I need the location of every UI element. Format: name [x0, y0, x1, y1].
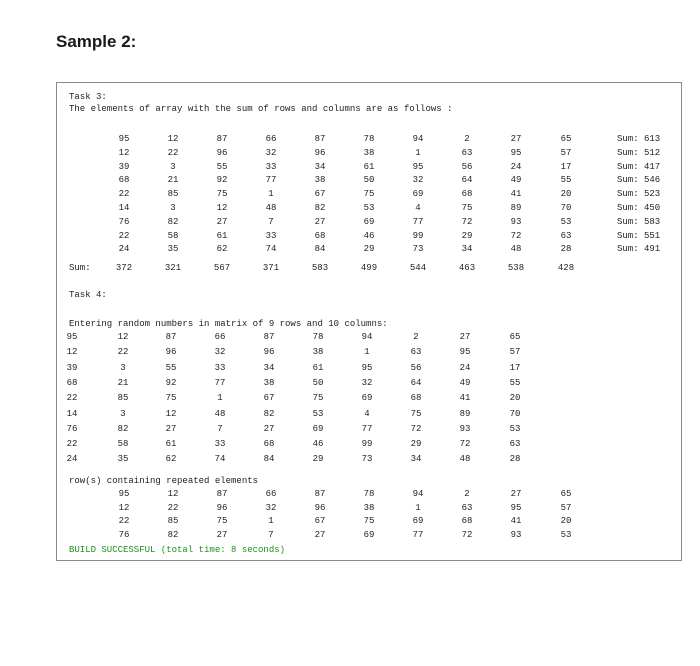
task4-cell-row-5-col-4: 1 — [217, 393, 223, 404]
task3-cell-row-4-col-10: 55 — [560, 175, 572, 186]
task4-cell-row-6-col-3: 12 — [165, 408, 177, 419]
task4-repeated-row-4-col-6: 69 — [363, 529, 375, 540]
task4-cell-row-1-col-8: 2 — [413, 332, 419, 342]
task3-cell-row-3-col-1: 39 — [118, 161, 130, 172]
task4-cell-row-1-col-4: 66 — [214, 332, 226, 342]
task3-cell-row-9-col-1: 24 — [118, 244, 130, 255]
task4-cell-row-4-col-1: 68 — [66, 377, 78, 388]
task3-cell-row-3-col-8: 56 — [461, 161, 473, 172]
task4-cell-row-8-col-6: 46 — [312, 439, 324, 450]
task3-cell-row-2-col-9: 95 — [510, 147, 522, 158]
task3-column-sum-10: 428 — [557, 263, 575, 273]
task4-repeated-label: row(s) containing repeated elements — [69, 476, 259, 486]
task3-column-sum-label: Sum: — [69, 263, 91, 273]
task4-repeated-row-4-col-2: 82 — [167, 529, 179, 540]
task3-cell-row-5-col-4: 1 — [268, 189, 274, 200]
task4-cell-row-6-col-6: 53 — [312, 408, 324, 419]
task4-cell-row-8-col-10: 63 — [509, 439, 521, 450]
task3-cell-row-2-col-1: 12 — [118, 147, 130, 158]
task4-cell-row-4-col-4: 77 — [214, 377, 226, 388]
task4-cell-row-3-col-7: 95 — [361, 362, 373, 373]
task4-cell-row-8-col-5: 68 — [263, 439, 275, 450]
task3-cell-row-4-col-7: 32 — [412, 175, 424, 186]
task3-cell-row-9-col-7: 73 — [412, 244, 424, 255]
task3-cell-row-6-col-3: 12 — [216, 203, 228, 213]
build-status: BUILD SUCCESSFUL (total time: 8 seconds) — [69, 545, 286, 555]
task3-cell-row-3-col-3: 55 — [216, 161, 228, 172]
task4-cell-row-9-col-2: 35 — [117, 454, 129, 465]
task4-cell-row-2-col-4: 32 — [214, 347, 226, 358]
task3-cell-row-2-col-6: 38 — [363, 147, 375, 158]
task4-repeated-row-1-col-8: 2 — [464, 489, 470, 499]
task3-cell-row-4-col-3: 92 — [216, 175, 228, 186]
task3-cell-row-3-col-4: 33 — [265, 161, 277, 172]
task4-cell-row-4-col-3: 92 — [165, 377, 177, 388]
task4-cell-row-3-col-10: 17 — [509, 362, 521, 373]
task4-repeated-row-3-col-5: 67 — [314, 516, 326, 526]
task3-cell-row-5-col-6: 75 — [363, 189, 375, 200]
task3-cell-row-2-col-8: 63 — [461, 147, 473, 158]
console-output-panel — [56, 82, 682, 561]
task4-cell-row-5-col-6: 75 — [312, 393, 324, 404]
task4-cell-row-1-col-6: 78 — [312, 332, 324, 342]
task3-cell-row-3-col-7: 95 — [412, 161, 424, 172]
task4-cell-row-6-col-1: 14 — [66, 408, 78, 419]
task3-cell-row-6-col-6: 53 — [363, 203, 375, 213]
task3-cell-row-2-col-7: 1 — [415, 147, 421, 158]
task4-cell-row-3-col-9: 24 — [459, 362, 471, 373]
task4-repeated-row-4-col-8: 72 — [461, 529, 473, 540]
task4-repeated-row-2-col-9: 95 — [510, 502, 522, 513]
task3-cell-row-9-col-8: 34 — [461, 244, 473, 255]
task3-cell-row-4-col-4: 77 — [265, 175, 277, 186]
task3-cell-row-5-col-9: 41 — [510, 189, 522, 200]
task4-repeated-row-3-col-8: 68 — [461, 516, 473, 526]
task3-cell-row-3-col-2: 3 — [170, 161, 176, 172]
task3-cell-row-5-col-5: 67 — [314, 189, 326, 200]
task3-cell-row-7-col-5: 27 — [314, 216, 326, 227]
task4-cell-row-7-col-1: 76 — [66, 423, 78, 434]
task4-repeated-row-1-col-7: 94 — [412, 489, 424, 499]
task4-cell-row-3-col-4: 33 — [214, 362, 226, 373]
task3-column-sum-7: 544 — [409, 263, 427, 273]
task4-repeated-row-2-col-4: 32 — [265, 502, 277, 513]
task3-cell-row-1-col-8: 2 — [464, 134, 470, 144]
task4-repeated-row-2-col-10: 57 — [560, 502, 572, 513]
task4-cell-row-4-col-8: 64 — [410, 377, 422, 388]
task3-cell-row-4-col-2: 21 — [167, 175, 179, 186]
task4-cell-row-3-col-6: 61 — [312, 362, 324, 373]
task3-cell-row-3-col-6: 61 — [363, 161, 375, 172]
task4-cell-row-5-col-3: 75 — [165, 393, 177, 404]
task4-cell-row-5-col-2: 85 — [117, 393, 129, 404]
task3-cell-row-6-col-4: 48 — [265, 203, 277, 213]
task4-cell-row-7-col-5: 27 — [263, 423, 275, 434]
task3-cell-row-5-col-3: 75 — [216, 189, 228, 200]
task4-repeated-row-2-col-8: 63 — [461, 502, 473, 513]
task3-cell-row-7-col-8: 72 — [461, 216, 473, 227]
task4-repeated-row-1-col-1: 95 — [118, 489, 130, 499]
task3-cell-row-7-col-7: 77 — [412, 216, 424, 227]
task3-cell-row-5-col-8: 68 — [461, 189, 473, 200]
task3-header: Task 3: — [69, 92, 107, 102]
task3-cell-row-6-col-10: 70 — [560, 203, 572, 213]
task3-column-sum-2: 321 — [164, 263, 182, 273]
task4-cell-row-1-col-1: 95 — [66, 332, 78, 342]
task4-cell-row-1-col-2: 12 — [117, 332, 129, 342]
task4-cell-row-2-col-7: 1 — [364, 347, 370, 358]
task3-cell-row-2-col-4: 32 — [265, 147, 277, 158]
task3-cell-row-9-col-4: 74 — [265, 244, 277, 255]
task4-repeated-row-1-col-6: 78 — [363, 489, 375, 499]
task4-entering-label: Entering random numbers in matrix of 9 rows and 10 columns: — [69, 319, 388, 329]
task3-column-sum-3: 567 — [213, 263, 231, 273]
task4-cell-row-7-col-4: 7 — [217, 423, 223, 434]
task4-cell-row-8-col-3: 61 — [165, 439, 177, 450]
task4-repeated-row-3-col-7: 69 — [412, 516, 424, 526]
page-title: Sample 2: — [56, 32, 137, 51]
task4-repeated-row-1-col-3: 87 — [216, 489, 228, 499]
task4-cell-row-9-col-5: 84 — [263, 454, 275, 465]
task3-cell-row-8-col-4: 33 — [265, 230, 277, 241]
task4-cell-row-7-col-9: 93 — [459, 423, 471, 434]
task4-cell-row-5-col-9: 41 — [459, 393, 471, 404]
task4-repeated-row-4-col-1: 76 — [118, 529, 130, 540]
task4-cell-row-3-col-8: 56 — [410, 362, 422, 373]
task4-cell-row-7-col-2: 82 — [117, 423, 129, 434]
task3-column-sum-1: 372 — [115, 263, 133, 273]
task4-repeated-row-4-col-9: 93 — [510, 529, 522, 540]
task4-cell-row-9-col-7: 73 — [361, 454, 373, 465]
task3-cell-row-9-col-10: 28 — [560, 244, 572, 255]
task3-column-sum-6: 499 — [360, 263, 378, 273]
task4-repeated-row-2-col-6: 38 — [363, 502, 375, 513]
task4-cell-row-9-col-4: 74 — [214, 454, 226, 465]
task3-cell-row-7-col-2: 82 — [167, 216, 179, 227]
task4-repeated-row-3-col-9: 41 — [510, 516, 522, 526]
task3-cell-row-1-col-10: 65 — [560, 134, 572, 144]
task4-repeated-row-1-col-4: 66 — [265, 489, 277, 499]
task4-repeated-row-4-col-5: 27 — [314, 529, 326, 540]
task4-repeated-row-2-col-1: 12 — [118, 502, 130, 513]
task4-cell-row-1-col-9: 27 — [459, 332, 471, 342]
task3-cell-row-8-col-2: 58 — [167, 230, 179, 241]
task3-cell-row-5-col-2: 85 — [167, 189, 179, 200]
task4-cell-row-3-col-1: 39 — [66, 362, 78, 373]
task3-cell-row-7-col-1: 76 — [118, 216, 130, 227]
task4-repeated-row-4-col-4: 7 — [268, 529, 274, 540]
task4-cell-row-5-col-5: 67 — [263, 393, 275, 404]
task4-repeated-row-3-col-2: 85 — [167, 516, 179, 526]
task3-cell-row-5-col-10: 20 — [560, 189, 572, 200]
task3-cell-row-1-col-6: 78 — [363, 134, 375, 144]
task4-cell-row-4-col-7: 32 — [361, 377, 373, 388]
task4-cell-row-7-col-6: 69 — [312, 423, 324, 434]
task4-cell-row-5-col-7: 69 — [361, 393, 373, 404]
task4-repeated-row-4-col-3: 27 — [216, 529, 228, 540]
task4-cell-row-1-col-3: 87 — [165, 332, 177, 342]
task3-cell-row-5-col-7: 69 — [412, 189, 424, 200]
task4-cell-row-6-col-5: 82 — [263, 408, 275, 419]
task4-cell-row-5-col-8: 68 — [410, 393, 422, 404]
task4-cell-row-5-col-10: 20 — [509, 393, 521, 404]
task4-cell-row-2-col-2: 22 — [117, 347, 129, 358]
task4-cell-row-2-col-3: 96 — [165, 347, 177, 358]
task4-repeated-row-3-col-1: 22 — [118, 516, 130, 526]
task4-repeated-row-4-col-10: 53 — [560, 529, 572, 540]
task3-cell-row-7-col-6: 69 — [363, 216, 375, 227]
task3-row-sum-8: Sum: 551 — [617, 230, 661, 241]
task4-cell-row-5-col-1: 22 — [66, 393, 78, 404]
task4-cell-row-4-col-9: 49 — [459, 377, 471, 388]
task3-cell-row-9-col-3: 62 — [216, 244, 228, 255]
task3-cell-row-8-col-1: 22 — [118, 230, 130, 241]
task4-header: Task 4: — [69, 290, 107, 300]
task4-cell-row-2-col-8: 63 — [410, 347, 422, 358]
task4-cell-row-8-col-7: 99 — [361, 439, 373, 450]
task3-cell-row-8-col-5: 68 — [314, 230, 326, 241]
task3-cell-row-3-col-5: 34 — [314, 161, 326, 172]
task4-cell-row-4-col-6: 50 — [312, 377, 324, 388]
task3-cell-row-4-col-8: 64 — [461, 175, 473, 186]
task4-cell-row-9-col-8: 34 — [410, 454, 422, 465]
task4-cell-row-6-col-10: 70 — [509, 408, 521, 419]
task3-description: The elements of array with the sum of rows and columns are as follows : — [69, 104, 453, 114]
task3-cell-row-9-col-9: 48 — [510, 244, 522, 255]
task4-cell-row-4-col-2: 21 — [117, 377, 129, 388]
task4-cell-row-6-col-8: 75 — [410, 408, 422, 419]
task4-repeated-row-1-col-10: 65 — [560, 489, 572, 499]
task3-cell-row-6-col-8: 75 — [461, 203, 473, 213]
task4-cell-row-8-col-4: 33 — [214, 439, 226, 450]
task4-cell-row-7-col-7: 77 — [361, 423, 373, 434]
task3-cell-row-9-col-5: 84 — [314, 244, 326, 255]
task3-cell-row-1-col-4: 66 — [265, 134, 277, 144]
task4-cell-row-7-col-3: 27 — [165, 423, 177, 434]
task4-cell-row-6-col-4: 48 — [214, 408, 226, 419]
task4-repeated-row-3-col-3: 75 — [216, 516, 228, 526]
task4-cell-row-8-col-1: 22 — [66, 439, 78, 450]
task4-cell-row-9-col-10: 28 — [509, 454, 521, 465]
task3-cell-row-1-col-2: 12 — [167, 134, 179, 144]
task3-row-sum-5: Sum: 523 — [617, 189, 661, 200]
task3-cell-row-4-col-9: 49 — [510, 175, 522, 186]
task3-cell-row-7-col-3: 27 — [216, 216, 228, 227]
task4-cell-row-2-col-10: 57 — [509, 347, 521, 358]
task3-cell-row-8-col-6: 46 — [363, 230, 375, 241]
task4-cell-row-3-col-3: 55 — [165, 362, 177, 373]
task4-repeated-row-2-col-3: 96 — [216, 502, 228, 513]
task4-repeated-row-2-col-7: 1 — [415, 502, 421, 513]
task4-cell-row-9-col-6: 29 — [312, 454, 324, 465]
task3-cell-row-8-col-10: 63 — [560, 230, 572, 241]
task3-cell-row-7-col-4: 7 — [268, 216, 274, 227]
task3-row-sum-2: Sum: 512 — [617, 147, 661, 158]
task4-repeated-row-3-col-4: 1 — [268, 516, 274, 526]
task4-cell-row-8-col-2: 58 — [117, 439, 129, 450]
task3-row-sum-9: Sum: 491 — [617, 244, 661, 255]
task3-cell-row-4-col-6: 50 — [363, 175, 375, 186]
task3-cell-row-8-col-9: 72 — [510, 230, 522, 241]
task4-cell-row-6-col-2: 3 — [120, 408, 126, 419]
task3-cell-row-8-col-8: 29 — [461, 230, 473, 241]
task4-cell-row-1-col-10: 65 — [509, 332, 521, 342]
task3-row-sum-7: Sum: 583 — [617, 216, 661, 227]
task4-cell-row-9-col-1: 24 — [66, 454, 78, 465]
task3-cell-row-9-col-2: 35 — [167, 244, 179, 255]
task3-cell-row-6-col-2: 3 — [170, 203, 176, 213]
task3-cell-row-1-col-5: 87 — [314, 134, 326, 144]
task4-cell-row-6-col-7: 4 — [364, 408, 370, 419]
task3-row-sum-6: Sum: 450 — [617, 203, 661, 213]
task4-cell-row-3-col-2: 3 — [120, 362, 126, 373]
task4-cell-row-8-col-9: 72 — [459, 439, 471, 450]
task4-repeated-row-1-col-2: 12 — [167, 489, 179, 499]
task4-cell-row-2-col-1: 12 — [66, 347, 78, 358]
task4-repeated-row-2-col-2: 22 — [167, 502, 179, 513]
task4-cell-row-2-col-5: 96 — [263, 347, 275, 358]
task3-column-sum-8: 463 — [458, 263, 476, 273]
task3-cell-row-8-col-3: 61 — [216, 230, 228, 241]
task3-cell-row-6-col-9: 89 — [510, 203, 522, 213]
task4-repeated-row-2-col-5: 96 — [314, 502, 326, 513]
task3-cell-row-7-col-10: 53 — [560, 216, 572, 227]
task3-cell-row-3-col-10: 17 — [560, 161, 572, 172]
task3-cell-row-9-col-6: 29 — [363, 244, 375, 255]
task4-cell-row-2-col-6: 38 — [312, 347, 324, 358]
task4-cell-row-4-col-10: 55 — [509, 377, 521, 388]
task3-cell-row-1-col-7: 94 — [412, 134, 424, 144]
task4-cell-row-9-col-3: 62 — [165, 454, 177, 465]
task3-cell-row-2-col-5: 96 — [314, 147, 326, 158]
task3-cell-row-7-col-9: 93 — [510, 216, 522, 227]
task4-repeated-row-3-col-6: 75 — [363, 516, 375, 526]
task3-cell-row-1-col-3: 87 — [216, 134, 228, 144]
task3-column-sum-4: 371 — [262, 263, 280, 273]
task3-cell-row-1-col-1: 95 — [118, 134, 130, 144]
task3-cell-row-6-col-1: 14 — [118, 203, 130, 213]
task3-cell-row-5-col-1: 22 — [118, 189, 130, 200]
task3-cell-row-2-col-3: 96 — [216, 147, 228, 158]
task4-cell-row-2-col-9: 95 — [459, 347, 471, 358]
task4-cell-row-9-col-9: 48 — [459, 454, 471, 465]
task4-cell-row-1-col-5: 87 — [263, 332, 275, 342]
task4-repeated-row-1-col-5: 87 — [314, 489, 326, 499]
task3-row-sum-3: Sum: 417 — [617, 161, 661, 172]
task4-cell-row-4-col-5: 38 — [263, 377, 275, 388]
task3-row-sum-1: Sum: 613 — [617, 134, 661, 144]
task3-cell-row-3-col-9: 24 — [510, 161, 522, 172]
task3-column-sum-9: 538 — [507, 263, 525, 273]
task3-cell-row-4-col-1: 68 — [118, 175, 130, 186]
task3-cell-row-6-col-5: 82 — [314, 203, 326, 213]
task4-repeated-row-3-col-10: 20 — [560, 516, 572, 526]
task3-cell-row-4-col-5: 38 — [314, 175, 326, 186]
task3-cell-row-8-col-7: 99 — [412, 230, 424, 241]
task4-cell-row-1-col-7: 94 — [361, 332, 373, 342]
task4-cell-row-7-col-8: 72 — [410, 423, 422, 434]
task4-repeated-row-1-col-9: 27 — [510, 489, 522, 499]
task3-cell-row-2-col-10: 57 — [560, 147, 572, 158]
task4-repeated-row-4-col-7: 77 — [412, 529, 424, 540]
task3-cell-row-6-col-7: 4 — [415, 203, 421, 213]
task3-row-sum-4: Sum: 546 — [617, 175, 661, 186]
task4-cell-row-7-col-10: 53 — [509, 423, 521, 434]
task4-cell-row-6-col-9: 89 — [459, 408, 471, 419]
task3-column-sum-5: 583 — [311, 263, 329, 273]
task3-cell-row-2-col-2: 22 — [167, 147, 179, 158]
task4-cell-row-3-col-5: 34 — [263, 362, 275, 373]
task4-cell-row-8-col-8: 29 — [410, 439, 422, 450]
task3-cell-row-1-col-9: 27 — [510, 134, 522, 144]
